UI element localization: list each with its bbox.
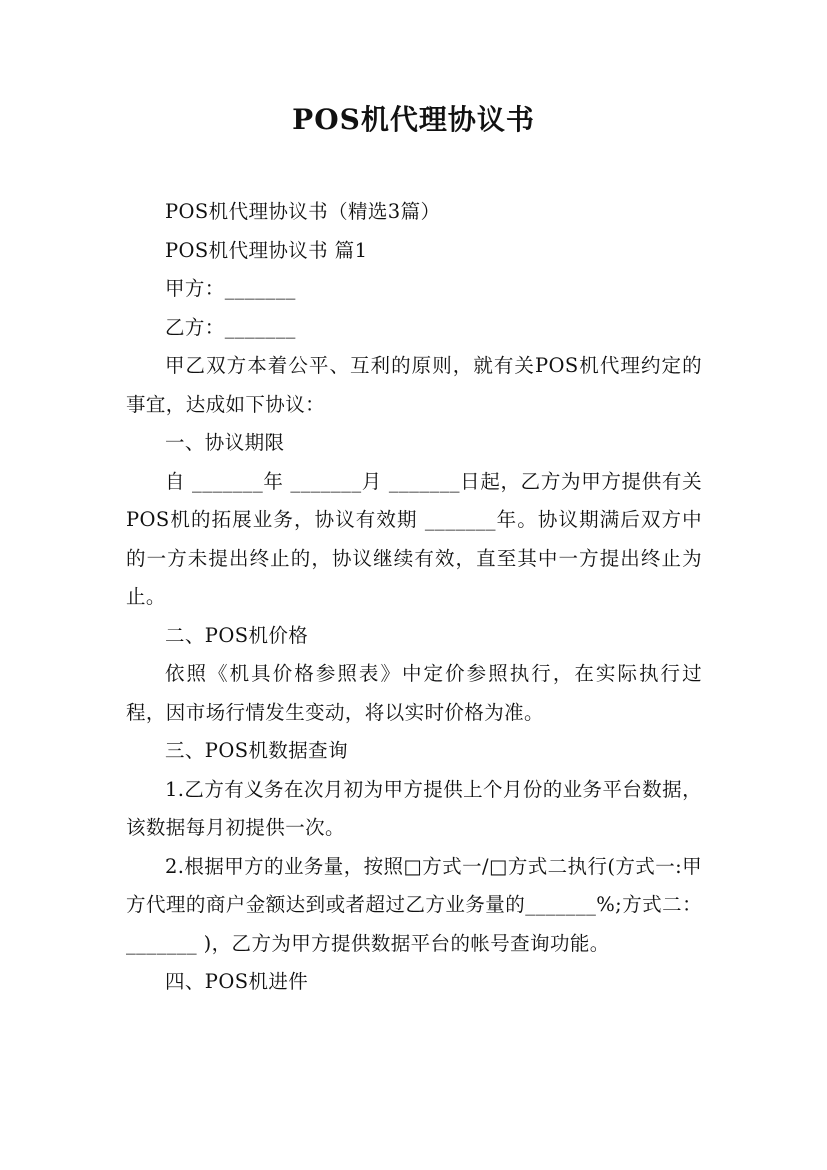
section-heading-term: 一、协议期限 xyxy=(165,431,285,454)
section-heading-onboarding: 四、POS机进件 xyxy=(165,970,309,993)
paragraph-price: 依照《机具价格参照表》中定价参照执行，在实际执行过程，因市场行情发生变动，将以实时价格为准。 xyxy=(126,662,702,724)
section-heading-price: 二、POS机价格 xyxy=(165,623,309,647)
document-body xyxy=(126,193,702,1002)
document-title: POS机代理协议书 xyxy=(292,103,535,136)
paragraph-data-query-2: 2.根据甲方的业务量，按照□方式一/□方式二执行(方式一:甲方代理的商户金额达到或者超过乙方业务量的_______%;方式二：_______ )，乙方为甲方提供数据平台的帐号查询功能。 xyxy=(126,854,702,955)
section-heading-data-query: 三、POS机数据查询 xyxy=(165,739,348,762)
paragraph-subtitle: POS机代理协议书（精选3篇） xyxy=(165,200,441,223)
paragraph-party-a: 甲方：_______ xyxy=(165,277,296,300)
paragraph-party-b: 乙方：_______ xyxy=(165,315,296,339)
paragraph-intro: 甲乙双方本着公平、互利的原则，就有关POS机代理约定的事宜，达成如下协议： xyxy=(126,354,702,416)
paragraph-data-query-1: 1.乙方有义务在次月初为甲方提供上个月份的业务平台数据，该数据每月初提供一次。 xyxy=(126,777,702,839)
paragraph-part-heading: POS机代理协议书 篇1 xyxy=(165,238,368,262)
paragraph-term: 自 _______年 _______月 _______日起，乙方为甲方提供有关POS机的拓展业务，协议有效期 _______年。协议期满后双方中的一方未提出终止的，协议继续有效，直至其中一方提出终止为止。 xyxy=(126,469,702,608)
